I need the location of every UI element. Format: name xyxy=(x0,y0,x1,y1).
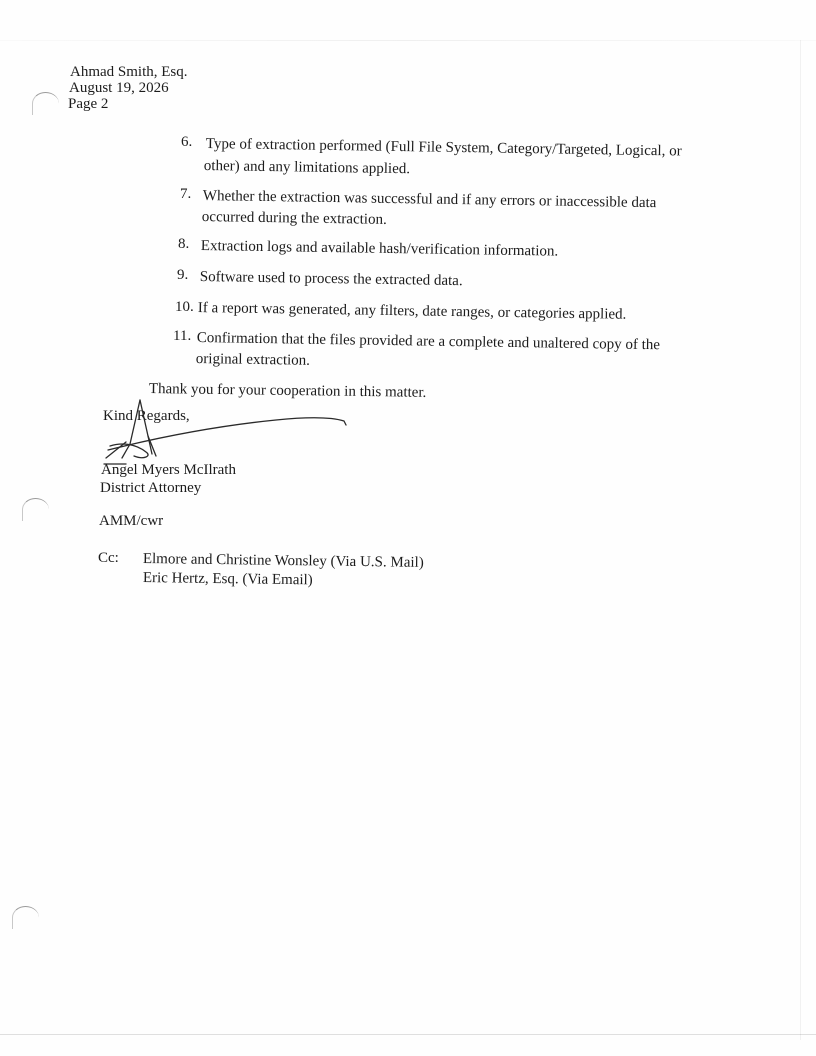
salutation: Kind Regards, xyxy=(103,408,190,424)
item-number: 8. xyxy=(178,236,190,252)
scan-edge-bottom xyxy=(0,1034,816,1035)
page-number: Page 2 xyxy=(68,96,109,112)
signer-title: District Attorney xyxy=(100,480,202,496)
item-text: Extraction logs and available hash/verification information. xyxy=(200,237,559,260)
cc-label: Cc: xyxy=(98,550,119,566)
item-number: 6. xyxy=(181,134,193,150)
letter-date: August 19, 2026 xyxy=(69,80,169,96)
hole-punch-mark xyxy=(32,92,59,115)
item-text-continued: occurred during the extraction. xyxy=(201,208,387,228)
scan-edge-top xyxy=(0,40,816,41)
item-number: 9. xyxy=(177,267,189,283)
scan-edge-right xyxy=(800,40,801,1040)
cc-recipient: Elmore and Christine Wonsley (Via U.S. Mail) xyxy=(142,551,424,571)
thanks-line: Thank you for your cooperation in this matter. xyxy=(148,381,427,401)
item-text: If a report was generated, any filters, date ranges, or categories applied. xyxy=(197,299,627,323)
hole-punch-mark xyxy=(12,906,39,929)
item-text-continued: other) and any limitations applied. xyxy=(203,157,411,178)
typist-initials: AMM/cwr xyxy=(99,513,164,529)
cc-recipient: Eric Hertz, Esq. (Via Email) xyxy=(142,570,313,589)
item-text-continued: original extraction. xyxy=(195,350,311,369)
item-number: 11. xyxy=(173,328,192,344)
item-text: Software used to process the extracted data. xyxy=(199,268,463,290)
hole-punch-mark xyxy=(22,498,49,521)
item-number: 10. xyxy=(175,299,194,315)
item-number: 7. xyxy=(180,186,192,202)
item-text: Type of extraction performed (Full File System, Category/Targeted, Logical, or xyxy=(205,135,682,160)
item-text: Whether the extraction was successful and if any errors or inaccessible data xyxy=(202,187,657,212)
item-text: Confirmation that the files provided are a complete and unaltered copy of the xyxy=(196,329,661,354)
recipient-name: Ahmad Smith, Esq. xyxy=(70,64,188,80)
signer-name: Angel Myers McIlrath xyxy=(101,462,236,478)
